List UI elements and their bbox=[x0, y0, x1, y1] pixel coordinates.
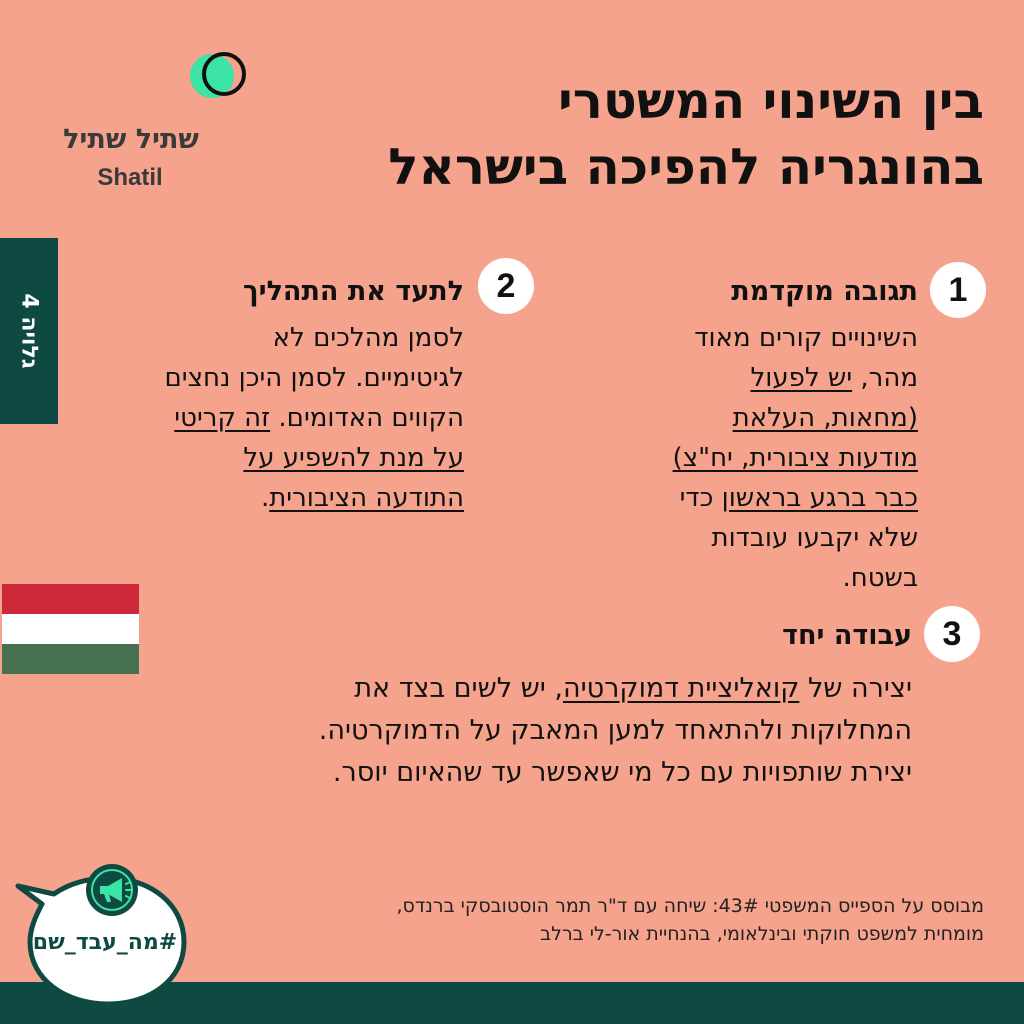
footer-credit bbox=[204, 892, 984, 948]
section-1-body-underlined: יש לפעול (מחאות, העלאת מודעות ציבורית, יח"צ) כבר ברגע בראשון bbox=[672, 363, 918, 513]
slide-tab-label: גלויה 4 bbox=[16, 293, 42, 369]
footer-credit-line-2: מומחית למשפט חוקתי ובינלאומי, בהנחיית אור-לי ברלב bbox=[540, 923, 984, 945]
title-line-1: בין השינוי המשטרי bbox=[558, 72, 984, 130]
section-1-body bbox=[668, 318, 918, 598]
section-3-body-end: , יש לשים בצד את המחלוקות ולהתאחד למען המאבק על הדמוקרטיה. יצירת שותפויות עם כל מי שאפשר עד שהאיום יוסר. bbox=[318, 673, 912, 788]
section-3-body-start: יצירה של bbox=[799, 673, 912, 704]
shatil-circles-icon bbox=[186, 48, 250, 104]
section-2-number: 2 bbox=[478, 258, 534, 314]
hashtag: #מה_עבד_שם bbox=[32, 930, 178, 955]
section-1-body-end: כדי שלא יקבעו עובדות בשטח. bbox=[679, 483, 918, 593]
flag-stripe-white bbox=[2, 614, 139, 644]
logo-hebrew: שתיל שתיל bbox=[63, 124, 199, 155]
footer-credit-line-1: מבוסס על הספייס המשפטי 43#: שיחה עם ד"ר תמר הוסטובסקי ברנדס, bbox=[396, 895, 984, 917]
section-1-title: תגובה מוקדמת bbox=[731, 276, 918, 307]
section-2-body-end: . bbox=[260, 483, 270, 513]
section-2-body-underlined: זה קריטי על מנת להשפיע על התודעה הציבורית bbox=[174, 403, 464, 513]
section-1-number: 1 bbox=[930, 262, 986, 318]
logo-english: Shatil bbox=[97, 164, 163, 191]
section-1-body-start: השינויים קורים מאוד מהר, bbox=[694, 323, 918, 393]
section-3-body-underlined: קואליציית דמוקרטיה bbox=[562, 673, 800, 704]
hungary-flag-icon bbox=[2, 584, 139, 674]
page-title bbox=[284, 68, 984, 200]
section-2-title: לתעד את התהליך bbox=[243, 276, 464, 307]
slide-tab bbox=[0, 238, 58, 424]
section-3-title: עבודה יחד bbox=[782, 620, 912, 651]
section-2-body bbox=[164, 318, 464, 518]
flag-stripe-green bbox=[2, 644, 139, 674]
section-3-body bbox=[252, 668, 912, 794]
flag-stripe-red bbox=[2, 584, 139, 614]
section-2-body-start: לסמן מהלכים לא לגיטימיים. לסמן היכן נחצים הקווים האדומים. bbox=[164, 323, 464, 433]
section-3-number: 3 bbox=[924, 606, 980, 662]
title-line-2: בהונגריה להפיכה בישראל bbox=[388, 138, 984, 196]
